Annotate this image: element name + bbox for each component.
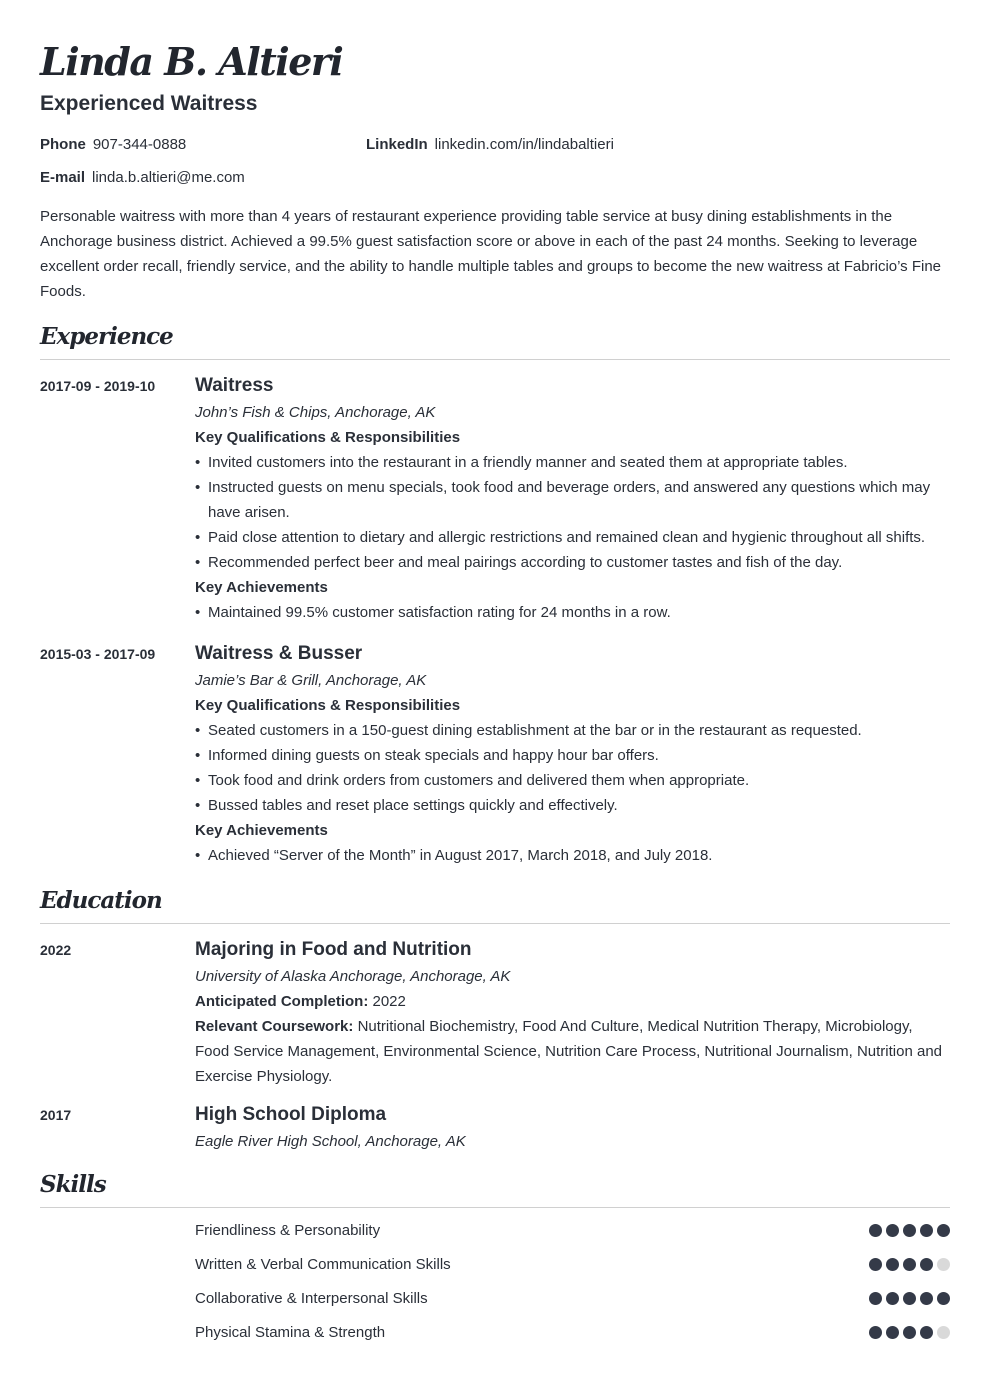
- rating-dot-filled: [869, 1258, 882, 1271]
- section-heading-skills: Skills: [40, 1168, 950, 1208]
- job-dates: 2017-09 - 2019-10: [40, 378, 156, 394]
- candidate-name: Linda B. Altieri: [40, 39, 343, 84]
- bullet-item: • Recommended perfect beer and meal pairings according to customer tastes and fish of the day.: [195, 550, 950, 575]
- responsibilities-heading: Key Qualifications & Responsibilities: [195, 697, 461, 714]
- edu-date: 2017: [40, 1107, 72, 1123]
- skills-list: [40, 1213, 950, 1349]
- section-heading-experience: Experience: [40, 320, 950, 360]
- achievements-heading: Key Achievements: [195, 822, 328, 839]
- job-dates: 2015-03 - 2017-09: [40, 646, 156, 662]
- company: John’s Fish & Chips, Anchorage, AK: [195, 404, 436, 421]
- summary: Personable waitress with more than 4 years of restaurant experience providing table service at busy dining establishments in the Anchorage business district. Achieved a 99.5% guest satisfaction score or above in each of the past 24 months. Seeking to leverage excellent order recall, friendly service, and the ability to handle multiple tables and groups to become the new waitress at Fabricio’s Fine Foods.: [40, 208, 942, 300]
- bullet-item: • Seated customers in a 150-guest dining establishment at the bar or in the restaurant as requested.: [195, 718, 950, 743]
- resume: [40, 36, 950, 1349]
- job-entry: [40, 640, 950, 868]
- bullet-item: • Informed dining guests on steak specials and happy hour bar offers.: [195, 743, 950, 768]
- rating-dot-filled: [869, 1224, 882, 1237]
- rating-dot-filled: [903, 1224, 916, 1237]
- contact-label: Phone: [40, 136, 86, 153]
- school: University of Alaska Anchorage, Anchorage, AK: [195, 968, 511, 985]
- skill-item: [195, 1213, 950, 1247]
- rating-dot-filled: [920, 1224, 933, 1237]
- company: Jamie’s Bar & Grill, Anchorage, AK: [195, 672, 427, 689]
- skill-rating: [869, 1258, 950, 1271]
- skill-name: Written & Verbal Communication Skills: [195, 1255, 451, 1273]
- bullet-item: • Bussed tables and reset place settings quickly and effectively.: [195, 793, 950, 818]
- skill-rating: [869, 1326, 950, 1339]
- rating-dot-filled: [869, 1326, 882, 1339]
- job-role: Waitress: [195, 375, 274, 396]
- bullet-item: • Paid close attention to dietary and allergic restrictions and remained clean and hygienic throughout all shifts.: [195, 525, 950, 550]
- rating-dot-filled: [937, 1224, 950, 1237]
- contact-email: [40, 165, 366, 190]
- responsibilities-list: [195, 718, 950, 818]
- skill-item: [195, 1247, 950, 1281]
- job-role: Waitress & Busser: [195, 643, 363, 664]
- bullet-item: • Instructed guests on menu specials, took food and beverage orders, and answered any questions which may have arisen.: [195, 475, 950, 525]
- rating-dot-filled: [920, 1326, 933, 1339]
- contact-linkedin: [366, 132, 950, 157]
- rating-dot-filled: [937, 1292, 950, 1305]
- degree: Majoring in Food and Nutrition: [195, 939, 472, 960]
- skill-rating: [869, 1292, 950, 1305]
- rating-dot-filled: [920, 1292, 933, 1305]
- achievements-list: [195, 600, 950, 625]
- completion: [195, 989, 950, 1014]
- coursework-value: Nutritional Biochemistry, Food And Culture, Medical Nutrition Therapy, Microbiology, Food Service Management, Environmental Science, Nutrition Care Process, Nutritional Journalism, Nutrition and Exercise Physiology.: [195, 1018, 943, 1085]
- bullet-item: • Invited customers into the restaurant in a friendly manner and seated them at appropriate tables.: [195, 450, 950, 475]
- education-entry: [40, 936, 950, 1089]
- rating-dot-filled: [903, 1258, 916, 1271]
- skill-name: Physical Stamina & Strength: [195, 1323, 386, 1341]
- rating-dot-filled: [920, 1258, 933, 1271]
- bullet-item: • Took food and drink orders from customers and delivered them when appropriate.: [195, 768, 950, 793]
- skill-item: [195, 1315, 950, 1349]
- responsibilities-list: [195, 450, 950, 575]
- edu-date: 2022: [40, 942, 72, 958]
- school: Eagle River High School, Anchorage, AK: [195, 1133, 466, 1150]
- contact-value: 907-344-0888: [92, 136, 187, 153]
- rating-dot-empty: [937, 1326, 950, 1339]
- job-entry: [40, 372, 950, 625]
- coursework: [195, 1014, 950, 1089]
- rating-dot-filled: [886, 1224, 899, 1237]
- job-title: Experienced Waitress: [40, 92, 258, 115]
- skill-name: Collaborative & Interpersonal Skills: [195, 1289, 428, 1307]
- bullet-item: • Maintained 99.5% customer satisfaction rating for 24 months in a row.: [195, 600, 950, 625]
- rating-dot-filled: [903, 1326, 916, 1339]
- completion-value: 2022: [372, 993, 406, 1010]
- degree: High School Diploma: [195, 1104, 387, 1125]
- skill-item: [195, 1281, 950, 1315]
- contact-value[interactable]: linkedin.com/in/lindabaltieri: [434, 136, 614, 153]
- contact-info: [40, 132, 950, 190]
- contact-label: LinkedIn: [366, 136, 428, 153]
- responsibilities-heading: Key Qualifications & Responsibilities: [195, 429, 461, 446]
- contact-label: E-mail: [40, 169, 86, 186]
- experience-list: [40, 372, 950, 868]
- completion-label: Anticipated Completion:: [195, 993, 369, 1010]
- rating-dot-filled: [886, 1258, 899, 1271]
- rating-dot-empty: [937, 1258, 950, 1271]
- skill-rating: [869, 1224, 950, 1237]
- rating-dot-filled: [869, 1292, 882, 1305]
- education-entry: [40, 1101, 950, 1154]
- rating-dot-filled: [886, 1292, 899, 1305]
- rating-dot-filled: [886, 1326, 899, 1339]
- contact-phone: [40, 132, 366, 157]
- skill-name: Friendliness & Personability: [195, 1221, 381, 1239]
- bullet-item: • Achieved “Server of the Month” in August 2017, March 2018, and July 2018.: [195, 843, 950, 868]
- rating-dot-filled: [903, 1292, 916, 1305]
- coursework-label: Relevant Coursework:: [195, 1018, 354, 1035]
- achievements-list: [195, 843, 950, 868]
- contact-value[interactable]: linda.b.altieri@me.com: [92, 169, 245, 186]
- achievements-heading: Key Achievements: [195, 579, 328, 596]
- section-heading-education: Education: [40, 884, 950, 924]
